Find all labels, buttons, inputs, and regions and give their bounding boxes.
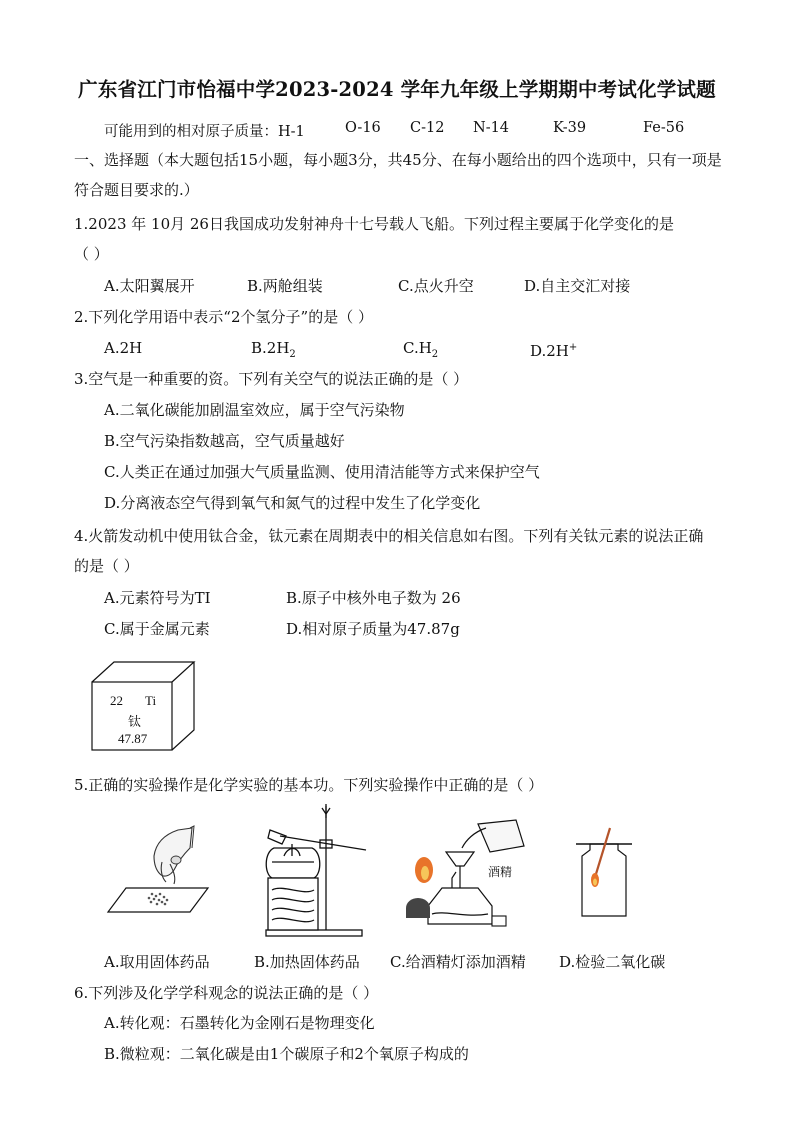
mass-h: 可能用到的相对原子质量：H-1 xyxy=(104,124,305,140)
section-heading-cont: 符合题目要求的.） xyxy=(74,181,199,199)
question-5-stem: 5.正确的实验操作是化学实验的基本功。下列实验操作中正确的是（ ） xyxy=(74,776,544,794)
figure-c-adding-alcohol xyxy=(402,818,538,936)
mass-n: N-14 xyxy=(473,120,510,136)
mass-o: O-16 xyxy=(345,120,381,136)
option-a: A.太阳翼展开 xyxy=(104,277,195,295)
question-6-stem: 6.下列涉及化学学科观念的说法正确的是（ ） xyxy=(74,984,379,1002)
page-title: 广东省江门市怡福中学2023-2024 学年九年级上学期期中考试化学试题 xyxy=(78,78,716,101)
option-b-main: B.2H xyxy=(251,339,290,357)
figure-d-testing-co2 xyxy=(574,826,634,922)
option-d-main: D.2H xyxy=(530,342,569,360)
option-c-main: C.H xyxy=(403,339,432,357)
question-2-stem: 2.下列化学用语中表示“2个氢分子”的是（ ） xyxy=(74,308,373,326)
option-a: A.取用固体药品 xyxy=(104,953,210,971)
alcohol-lamp-funnel-icon xyxy=(402,818,538,936)
option-d-superscript: + xyxy=(568,342,578,353)
option-c-subscript: 2 xyxy=(431,349,439,360)
option-c xyxy=(403,338,438,365)
figure-b-heating-solid xyxy=(258,800,370,940)
section-heading: 一、选择题（本大题包括15小题，每小题3分，共45分、在每小题给出的四个选项中，只有一项是 xyxy=(74,151,722,169)
question-3-option-b: B.空气污染指数越高，空气质量越好 xyxy=(104,432,345,450)
option-b: B.加热固体药品 xyxy=(254,953,360,971)
question-3-option-a: A.二氧化碳能加剧温室效应，属于空气污染物 xyxy=(104,401,405,419)
option-d: D.检验二氧化碳 xyxy=(559,953,666,971)
question-6-option-b: B.微粒观：二氧化碳是由1个碳原子和2个氧原子构成的 xyxy=(104,1045,469,1063)
option-d: D.自主交汇对接 xyxy=(524,277,631,295)
question-1-stem: 1.2023 年 10月 26日我国成功发射神舟十七号载人飞船。下列过程主要属于化学变化的是 xyxy=(74,215,674,233)
iron-stand-heating-icon xyxy=(258,800,370,940)
mass-c: C-12 xyxy=(410,120,445,136)
question-4-options-row2 xyxy=(104,619,604,639)
question-2-options xyxy=(104,338,704,358)
question-3-option-d: D.分离液态空气得到氧气和氮气的过程中发生了化学变化 xyxy=(104,494,481,512)
option-d: D.相对原子质量为47.87g xyxy=(286,620,460,638)
question-4-options-row1 xyxy=(104,588,604,608)
question-1-stem-cont: （ ） xyxy=(74,245,109,263)
mass-k: K-39 xyxy=(553,120,587,136)
option-a: A.2H xyxy=(104,339,143,357)
option-b: B.原子中核外电子数为 26 xyxy=(286,589,461,607)
element-symbol: Ti xyxy=(145,693,157,708)
option-c: C.点火升空 xyxy=(398,277,474,295)
question-1-options xyxy=(104,276,704,296)
option-c: C.给酒精灯添加酒精 xyxy=(390,953,526,971)
atomic-number: 22 xyxy=(110,693,123,708)
option-a: A.元素符号为TI xyxy=(104,589,211,607)
question-3-option-c: C.人类正在通过加强大气质量监测、使用清洁能等方式来保护空气 xyxy=(104,463,540,481)
alcohol-label: 酒精 xyxy=(488,865,513,879)
mass-fe: Fe-56 xyxy=(643,120,685,136)
option-b xyxy=(251,338,296,365)
question-3-stem: 3.空气是一种重要的资。下列有关空气的说法正确的是（ ） xyxy=(74,370,469,388)
element-name: 钛 xyxy=(128,714,142,729)
titanium-element-cell xyxy=(88,658,198,753)
option-d xyxy=(530,338,577,361)
question-5-options xyxy=(104,952,704,972)
hand-picking-solid-icon xyxy=(104,820,234,940)
question-4-stem-cont: 的是（ ） xyxy=(74,557,139,575)
question-6-option-a: A.转化观：石墨转化为金刚石是物理变化 xyxy=(104,1014,375,1032)
option-b: B.两舱组装 xyxy=(247,277,323,295)
option-b-subscript: 2 xyxy=(289,349,296,360)
atomic-mass: 47.87 xyxy=(118,731,148,746)
option-c: C.属于金属元素 xyxy=(104,620,210,638)
question-4-stem: 4.火箭发动机中使用钛合金，钛元素在周期表中的相关信息如右图。下列有关钛元素的说法正确 xyxy=(74,527,704,545)
figure-a-solid-with-fingers xyxy=(104,820,234,940)
gas-bottle-match-icon xyxy=(574,826,634,922)
